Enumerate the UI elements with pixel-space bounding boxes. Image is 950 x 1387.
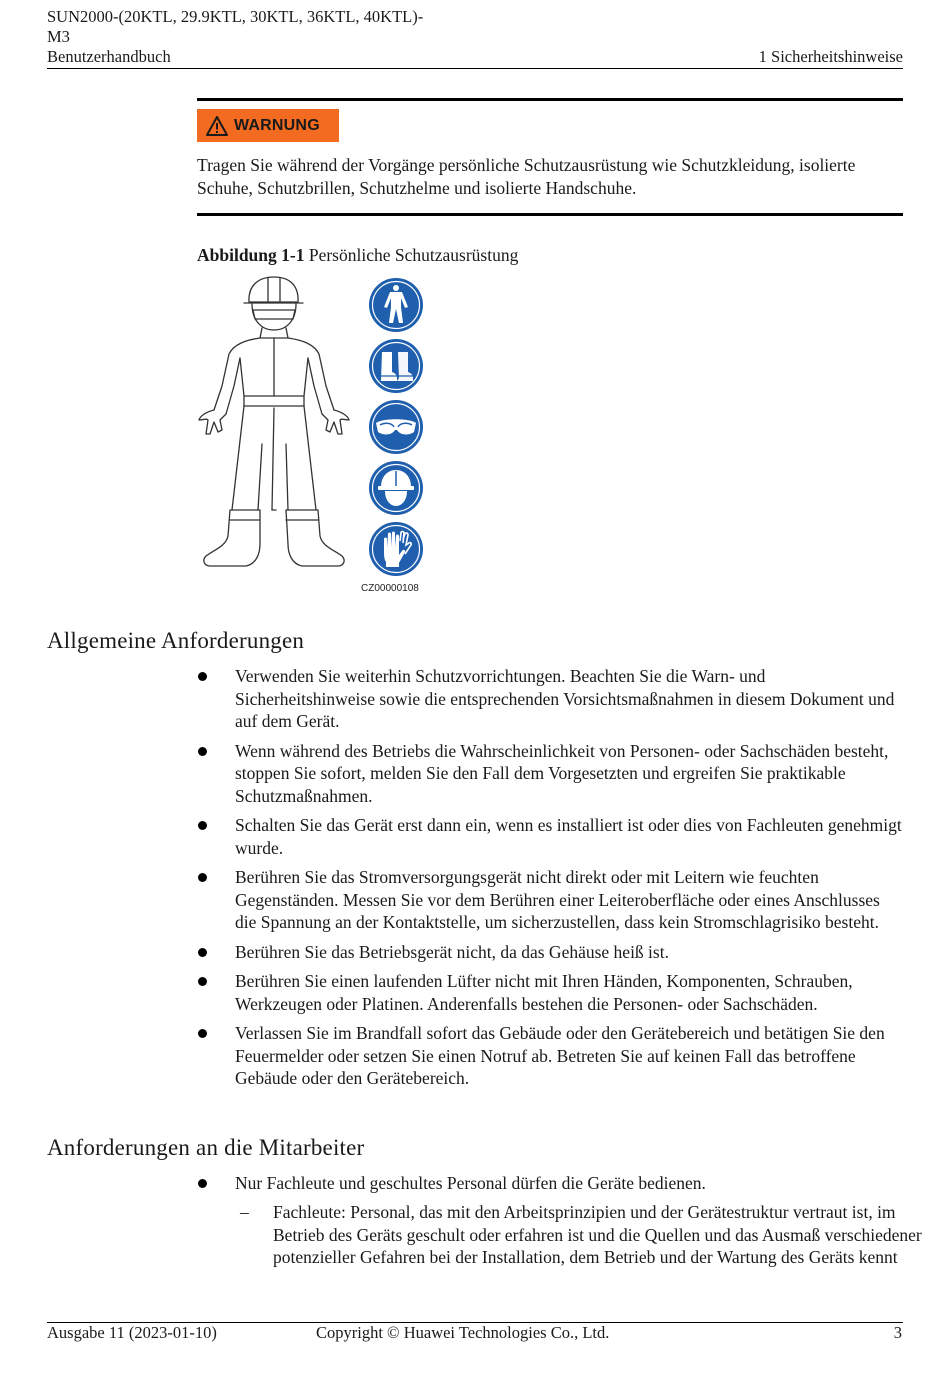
list-item-text: Berühren Sie einen laufenden Lüfter nicht mit Ihren Händen, Komponenten, Schrauben, Werkzeugen oder Platinen. Anderenfalls bestehen die Personen- oder Sachschäden. xyxy=(235,971,853,1014)
warning-top-rule xyxy=(197,98,903,101)
header-doc-type: Benutzerhandbuch xyxy=(47,47,171,66)
header-chapter: 1 Sicherheitshinweise xyxy=(758,47,903,66)
hard-hat-icon xyxy=(368,460,424,516)
bullet-icon xyxy=(198,672,207,681)
dash-marker: – xyxy=(240,1202,249,1222)
protective-suit-icon xyxy=(368,277,424,333)
bullet-icon xyxy=(198,873,207,882)
figure-code: CZ00000108 xyxy=(361,583,419,594)
list-item-text: Schalten Sie das Gerät erst dann ein, wenn es installiert ist oder dies von Fachleuten genehmigt wurde. xyxy=(235,815,902,858)
list-item xyxy=(197,970,903,1015)
sub-list-item xyxy=(235,1201,941,1269)
bullet-icon xyxy=(198,747,207,756)
bullet-icon xyxy=(198,977,207,986)
header-title-line1: SUN2000-(20KTL, 29.9KTL, 30KTL, 36KTL, 40KTL)- xyxy=(47,7,424,26)
figure-caption-text: Persönliche Schutzausrüstung xyxy=(304,245,519,265)
list-item-text: Berühren Sie das Stromversorgungsgerät nicht direkt oder mit Leitern wie feuchten Gegenständen. Messen Sie vor dem Berühren einer Leiteroberfläche oder eines Anschlusses die Spannung an der Kontaktstelle, um sicherzustellen, dass kein Stromschlagrisiko besteht. xyxy=(235,867,880,932)
list-item xyxy=(197,740,903,808)
worker-ppe-illustration xyxy=(196,274,354,576)
safety-goggles-icon xyxy=(368,399,424,455)
insulated-gloves-icon xyxy=(368,521,424,577)
safety-boots-icon xyxy=(368,338,424,394)
list-item xyxy=(197,665,903,733)
warning-bottom-rule xyxy=(197,213,903,216)
warning-triangle-icon xyxy=(206,116,228,136)
section-title-general: Allgemeine Anforderungen xyxy=(47,628,305,653)
list-item xyxy=(197,866,903,934)
footer-copyright: Copyright © Huawei Technologies Co., Ltd. xyxy=(316,1323,610,1342)
list-item-text: Nur Fachleute und geschultes Personal dürfen die Geräte bedienen. xyxy=(235,1173,706,1193)
footer-edition: Ausgabe 11 (2023-01-10) xyxy=(47,1323,217,1342)
list-item-text: Wenn während des Betriebs die Wahrscheinlichkeit von Personen- oder Sachschäden besteht, stoppen Sie sofort, melden Sie den Fall dem Vorgesetzten und ergreifen Sie praktikable Schutzmaßnahmen. xyxy=(235,740,889,806)
bullet-icon xyxy=(198,1179,207,1188)
list-item xyxy=(197,941,903,964)
sub-list-item-text: Fachleute: Personal, das mit den Arbeitsprinzipien und der Gerätestruktur vertraut ist, im Betrieb des Geräts geschult oder erfahren ist und die Quellen und das Ausmaß verschiedener potenzieller Gefahren bei der Installation, dem Betrieb und der Wartung des Geräts kennt xyxy=(273,1202,922,1267)
list-item-text: Berühren Sie das Betriebsgerät nicht, da das Gehäuse heiß ist. xyxy=(235,941,669,962)
warning-text: Tragen Sie während der Vorgänge persönliche Schutzausrüstung wie Schutzkleidung, isolierte Schuhe, Schutzbrillen, Schutzhelme und isolierte Handschuhe. xyxy=(197,155,856,198)
general-requirements-list xyxy=(197,665,903,1097)
section-title-staff: Anforderungen an die Mitarbeiter xyxy=(47,1135,365,1160)
figure-caption xyxy=(197,245,518,266)
bullet-icon xyxy=(198,948,207,957)
footer-page-number: 3 xyxy=(893,1323,902,1342)
list-item xyxy=(197,814,903,859)
header-title-line2: M3 xyxy=(47,27,70,46)
bullet-icon xyxy=(198,821,207,830)
bullet-icon xyxy=(198,1029,207,1038)
list-item xyxy=(197,1172,903,1195)
header-rule xyxy=(47,68,903,69)
list-item-text: Verwenden Sie weiterhin Schutzvorrichtungen. Beachten Sie die Warn- und Sicherheitshinweise sowie die entsprechenden Vorsichtsmaßnahmen in diesem Dokument und auf dem Gerät. xyxy=(235,666,895,731)
list-item-text: Verlassen Sie im Brandfall sofort das Gebäude oder den Gerätebereich und betätigen Sie den Feuermelder oder setzen Sie einen Notruf ab. Betreten Sie auf keinen Fall das betroffene Gebäude oder den Gerätebereich. xyxy=(235,1023,885,1088)
figure-caption-label: Abbildung 1-1 xyxy=(197,245,305,265)
warning-label: WARNUNG xyxy=(234,116,320,134)
warning-badge xyxy=(197,109,339,142)
list-item xyxy=(197,1022,903,1090)
staff-requirements-list xyxy=(197,1172,903,1202)
